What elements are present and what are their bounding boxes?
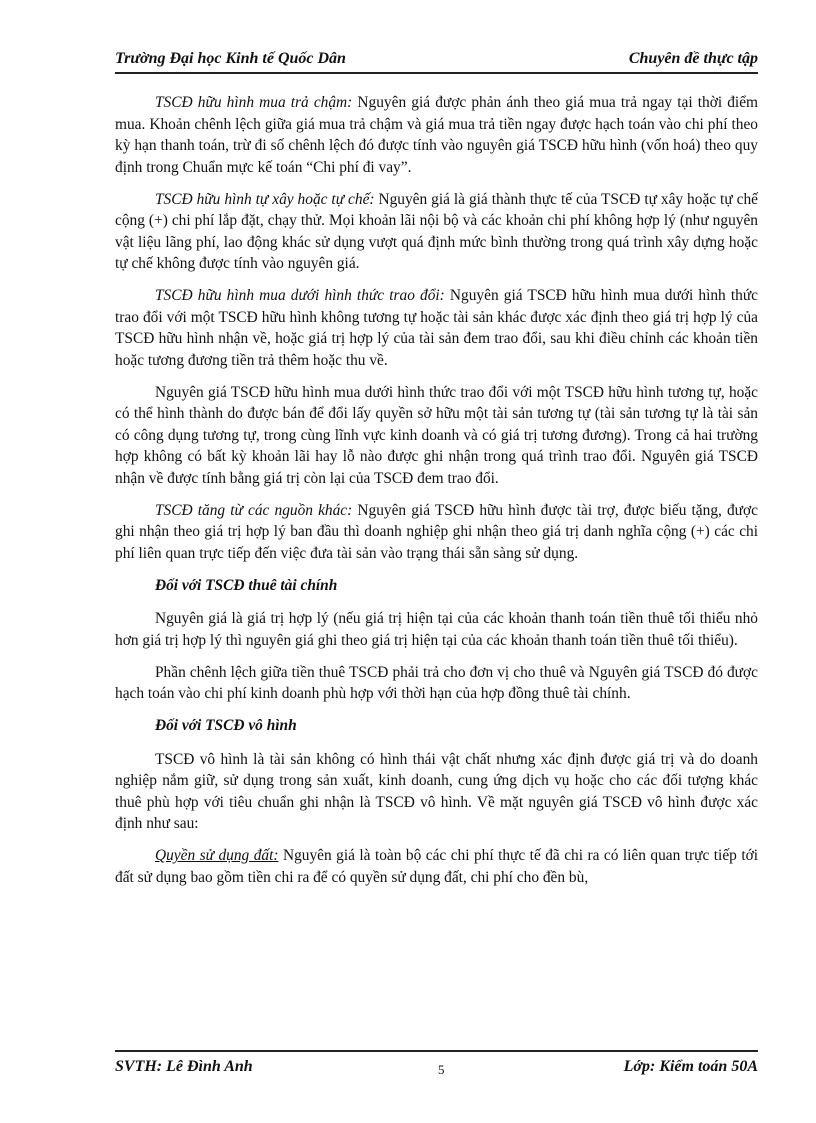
paragraph-text: Nguyên giá TSCĐ hữu hình mua dưới hình thức trao đổi với một TSCĐ hữu hình không tương tự hoặc tài sản khác được xác định theo giá trị hợp lý của TSCĐ hữu hình nhận về, hoặc giá trị hợp lý của tài sản đem trao đổi, sau khi điều chỉnh các khoản tiền hoặc tương đương tiền trả thêm hoặc thu về. xyxy=(115,287,758,369)
paragraph-text: Nguyên giá là giá thành thực tế của TSCĐ tự xây hoặc tự chế cộng (+) chi phí lắp đặt, chạy thử. Mọi khoản lãi nội bộ và các khoản chi phí không hợp lý (như nguyên vật liệu lãng phí, lao động khác sử dụng vượt quá định mức bình thường trong quá trình xây dựng hoặc tự chế không được tính vào nguyên giá. xyxy=(115,190,758,272)
paragraph: TSCĐ vô hình là tài sản không có hình thái vật chất nhưng xác định được giá trị và do doanh nghiệp nắm giữ, sử dụng trong sản xuất, kinh doanh, cung ứng dịch vụ hoặc cho các đối tượng khác thuê phù hợp với tiêu chuẩn ghi nhận là TSCĐ vô hình. Về mặt nguyên giá TSCĐ vô hình được xác định như sau: xyxy=(115,750,758,832)
paragraph-lead: TSCĐ tăng từ các nguồn khác: xyxy=(155,501,353,519)
section-heading-finance-lease: Đối với TSCĐ thuê tài chính xyxy=(155,576,338,594)
footer-class: Lớp: Kiểm toán 50A xyxy=(623,1058,758,1075)
paragraph: Nguyên giá là giá trị hợp lý (nếu giá trị hiện tại của các khoản thanh toán tiền thuê tối thiểu nhỏ hơn giá trị hợp lý thì nguyên giá ghi theo giá trị hiện tại của các khoản thanh toán tiền thuê tối thiểu). xyxy=(115,610,758,649)
paragraph xyxy=(115,500,758,565)
header-university: Trường Đại học Kinh tế Quốc Dân xyxy=(115,50,346,67)
paragraph-text: Nguyên giá được phản ánh theo giá mua trả ngay tại thời điểm mua. Khoản chênh lệch giữa giá mua trả chậm và giá mua trả tiền ngay được hạch toán vào chi phí theo kỳ hạn thanh toán, trừ đi số chênh lệch đó được tính vào nguyên giá TSCĐ hữu hình (vốn hoá) theo quy định trong Chuẩn mực kế toán “Chi phí đi vay”. xyxy=(115,94,759,176)
paragraph-text: Nguyên giá TSCĐ hữu hình được tài trợ, được biếu tặng, được ghi nhận theo giá trị hợp lý ban đầu thì doanh nghiệp ghi nhận theo giá trị danh nghĩa cộng (+) các chi phí liên quan trực tiếp đến việc đưa tài sản vào trạng thái sẵn sàng sử dụng. xyxy=(115,501,758,562)
paragraph-lead: TSCĐ hữu hình mua trả chậm: xyxy=(155,94,353,111)
page-footer xyxy=(115,1050,758,1082)
paragraph xyxy=(115,285,758,371)
paragraph xyxy=(115,189,758,275)
paragraph-text: Nguyên giá là toàn bộ các chi phí thực tế đã chi ra có liên quan trực tiếp tới đất sử dụng bao gồm tiền chi ra để có quyền sử dụng đất, chi phí cho đền bù, xyxy=(115,847,759,886)
page-header xyxy=(115,48,758,74)
paragraph-lead: Quyền sử dụng đất: xyxy=(155,847,279,864)
footer-student: SVTH: Lê Đình Anh xyxy=(115,1058,253,1075)
paragraph-lead: TSCĐ hữu hình mua dưới hình thức trao đổi: xyxy=(155,287,445,304)
paragraph: Phần chênh lệch giữa tiền thuê TSCĐ phải trả cho đơn vị cho thuê và Nguyên giá TSCĐ đó được hạch toán vào chi phí kinh doanh phù hợp với thời hạn của hợp đồng thuê tài chính. xyxy=(115,663,758,702)
paragraph-text: Nguyên giá TSCĐ hữu hình mua dưới hình thức trao đổi với một TSCĐ hữu hình tương tự, hoặc có thể hình thành do được bán để đổi lấy quyền sở hữu một tài sản tương tự (tài sản tương tự là tài sản có công dụng tương tự, trong cùng lĩnh vực kinh doanh và có giá trị tương đương). Trong cả hai trường hợp không có bất kỳ khoản lãi hay lỗ nào được ghi nhận trong quá trình trao đổi. Nguyên giá TSCĐ nhận về được tính bằng giá trị còn lại của TSCĐ đem trao đổi. xyxy=(115,383,758,487)
paragraph xyxy=(115,845,758,888)
header-doc-type: Chuyên đề thực tập xyxy=(628,50,758,67)
document-body xyxy=(115,92,758,899)
paragraph xyxy=(115,92,758,178)
paragraph xyxy=(115,382,758,490)
section-heading-intangible: Đối với TSCĐ vô hình xyxy=(155,717,297,734)
page-number: 5 xyxy=(438,1062,445,1077)
paragraph-lead: TSCĐ hữu hình tự xây hoặc tự chế: xyxy=(155,190,375,208)
